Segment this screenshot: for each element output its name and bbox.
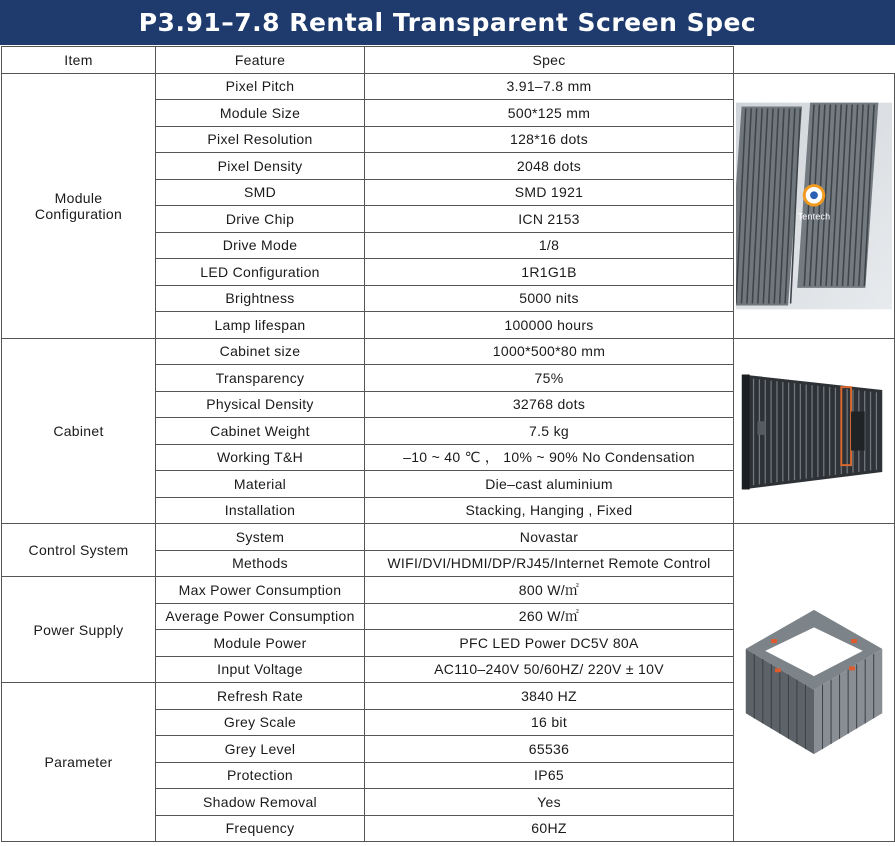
- feature-cell: Pixel Density: [156, 153, 365, 180]
- feature-cell: Lamp lifespan: [156, 312, 365, 339]
- spec-cell: 500*125 mm: [365, 100, 734, 127]
- spec-cell: 2048 dots: [365, 153, 734, 180]
- product-image: [736, 100, 892, 312]
- feature-cell: Shadow Removal: [156, 789, 365, 816]
- header-spec: Spec: [365, 47, 734, 74]
- feature-cell: Pixel Resolution: [156, 126, 365, 153]
- spec-cell: 1000*500*80 mm: [365, 338, 734, 365]
- spec-cell: 5000 nits: [365, 285, 734, 312]
- spec-cell: 7.5 kg: [365, 418, 734, 445]
- spec-cell: ICN 2153: [365, 206, 734, 233]
- spec-cell: Novastar: [365, 524, 734, 551]
- feature-cell: Transparency: [156, 365, 365, 392]
- spec-cell: 128*16 dots: [365, 126, 734, 153]
- spec-cell: 260 W/㎡: [365, 603, 734, 630]
- header-row: [2, 47, 895, 74]
- feature-cell: System: [156, 524, 365, 551]
- feature-cell: Module Power: [156, 630, 365, 657]
- feature-cell: Working T&H: [156, 444, 365, 471]
- feature-cell: Protection: [156, 762, 365, 789]
- product-image-cell: [734, 338, 895, 524]
- feature-cell: Methods: [156, 550, 365, 577]
- spec-cell: 800 W/㎡: [365, 577, 734, 604]
- feature-cell: Grey Level: [156, 736, 365, 763]
- table-row: [2, 73, 895, 100]
- group-label: Cabinet: [2, 338, 156, 524]
- feature-cell: SMD: [156, 179, 365, 206]
- spec-cell: 65536: [365, 736, 734, 763]
- header-image-blank: [734, 47, 895, 74]
- group-label: Parameter: [2, 683, 156, 842]
- feature-cell: Module Size: [156, 100, 365, 127]
- feature-cell: LED Configuration: [156, 259, 365, 286]
- feature-cell: Installation: [156, 497, 365, 524]
- feature-cell: Drive Chip: [156, 206, 365, 233]
- feature-cell: Average Power Consumption: [156, 603, 365, 630]
- feature-cell: Cabinet Weight: [156, 418, 365, 445]
- spec-cell: Stacking, Hanging , Fixed: [365, 497, 734, 524]
- feature-cell: Pixel Pitch: [156, 73, 365, 100]
- group-label: Module Configuration: [2, 73, 156, 338]
- group-label: Control System: [2, 524, 156, 577]
- spec-cell: 60HZ: [365, 815, 734, 842]
- page-title: P3.91–7.8 Rental Transparent Screen Spec: [0, 0, 895, 45]
- logo-text: Tentech: [797, 211, 831, 222]
- spec-cell: WIFI/DVI/HDMI/DP/RJ45/Internet Remote Control: [365, 550, 734, 577]
- spec-cell: AC110–240V 50/60HZ/ 220V ± 10V: [365, 656, 734, 683]
- cabinet-photo: [736, 351, 892, 511]
- spec-cell: 32768 dots: [365, 391, 734, 418]
- feature-cell: Material: [156, 471, 365, 498]
- spec-cell: 3.91–7.8 mm: [365, 73, 734, 100]
- header-feature: Feature: [156, 47, 365, 74]
- table-row: [2, 338, 895, 365]
- spec-cell: 16 bit: [365, 709, 734, 736]
- feature-cell: Refresh Rate: [156, 683, 365, 710]
- product-image: [736, 598, 892, 768]
- spec-cell: 1R1G1B: [365, 259, 734, 286]
- table-row: [2, 524, 895, 551]
- spec-cell: 100000 hours: [365, 312, 734, 339]
- feature-cell: Brightness: [156, 285, 365, 312]
- led-module-photo: [736, 100, 892, 312]
- spec-cell: Yes: [365, 789, 734, 816]
- feature-cell: Cabinet size: [156, 338, 365, 365]
- floor-cabinet-photo: [736, 598, 892, 768]
- product-image: [736, 351, 892, 511]
- spec-cell: PFC LED Power DC5V 80A: [365, 630, 734, 657]
- spec-cell: SMD 1921: [365, 179, 734, 206]
- spec-cell: 1/8: [365, 232, 734, 259]
- spec-table: [1, 46, 895, 842]
- spec-cell: Die–cast aluminium: [365, 471, 734, 498]
- feature-cell: Grey Scale: [156, 709, 365, 736]
- feature-cell: Max Power Consumption: [156, 577, 365, 604]
- feature-cell: Drive Mode: [156, 232, 365, 259]
- feature-cell: Frequency: [156, 815, 365, 842]
- feature-cell: Input Voltage: [156, 656, 365, 683]
- spec-cell: –10 ~ 40 ℃ ， 10% ~ 90% No Condensation: [365, 444, 734, 471]
- spec-cell: IP65: [365, 762, 734, 789]
- product-image-cell: [734, 524, 895, 842]
- spec-cell: 3840 HZ: [365, 683, 734, 710]
- group-label: Power Supply: [2, 577, 156, 683]
- spec-cell: 75%: [365, 365, 734, 392]
- product-image-cell: [734, 73, 895, 338]
- header-item: Item: [2, 47, 156, 74]
- feature-cell: Physical Density: [156, 391, 365, 418]
